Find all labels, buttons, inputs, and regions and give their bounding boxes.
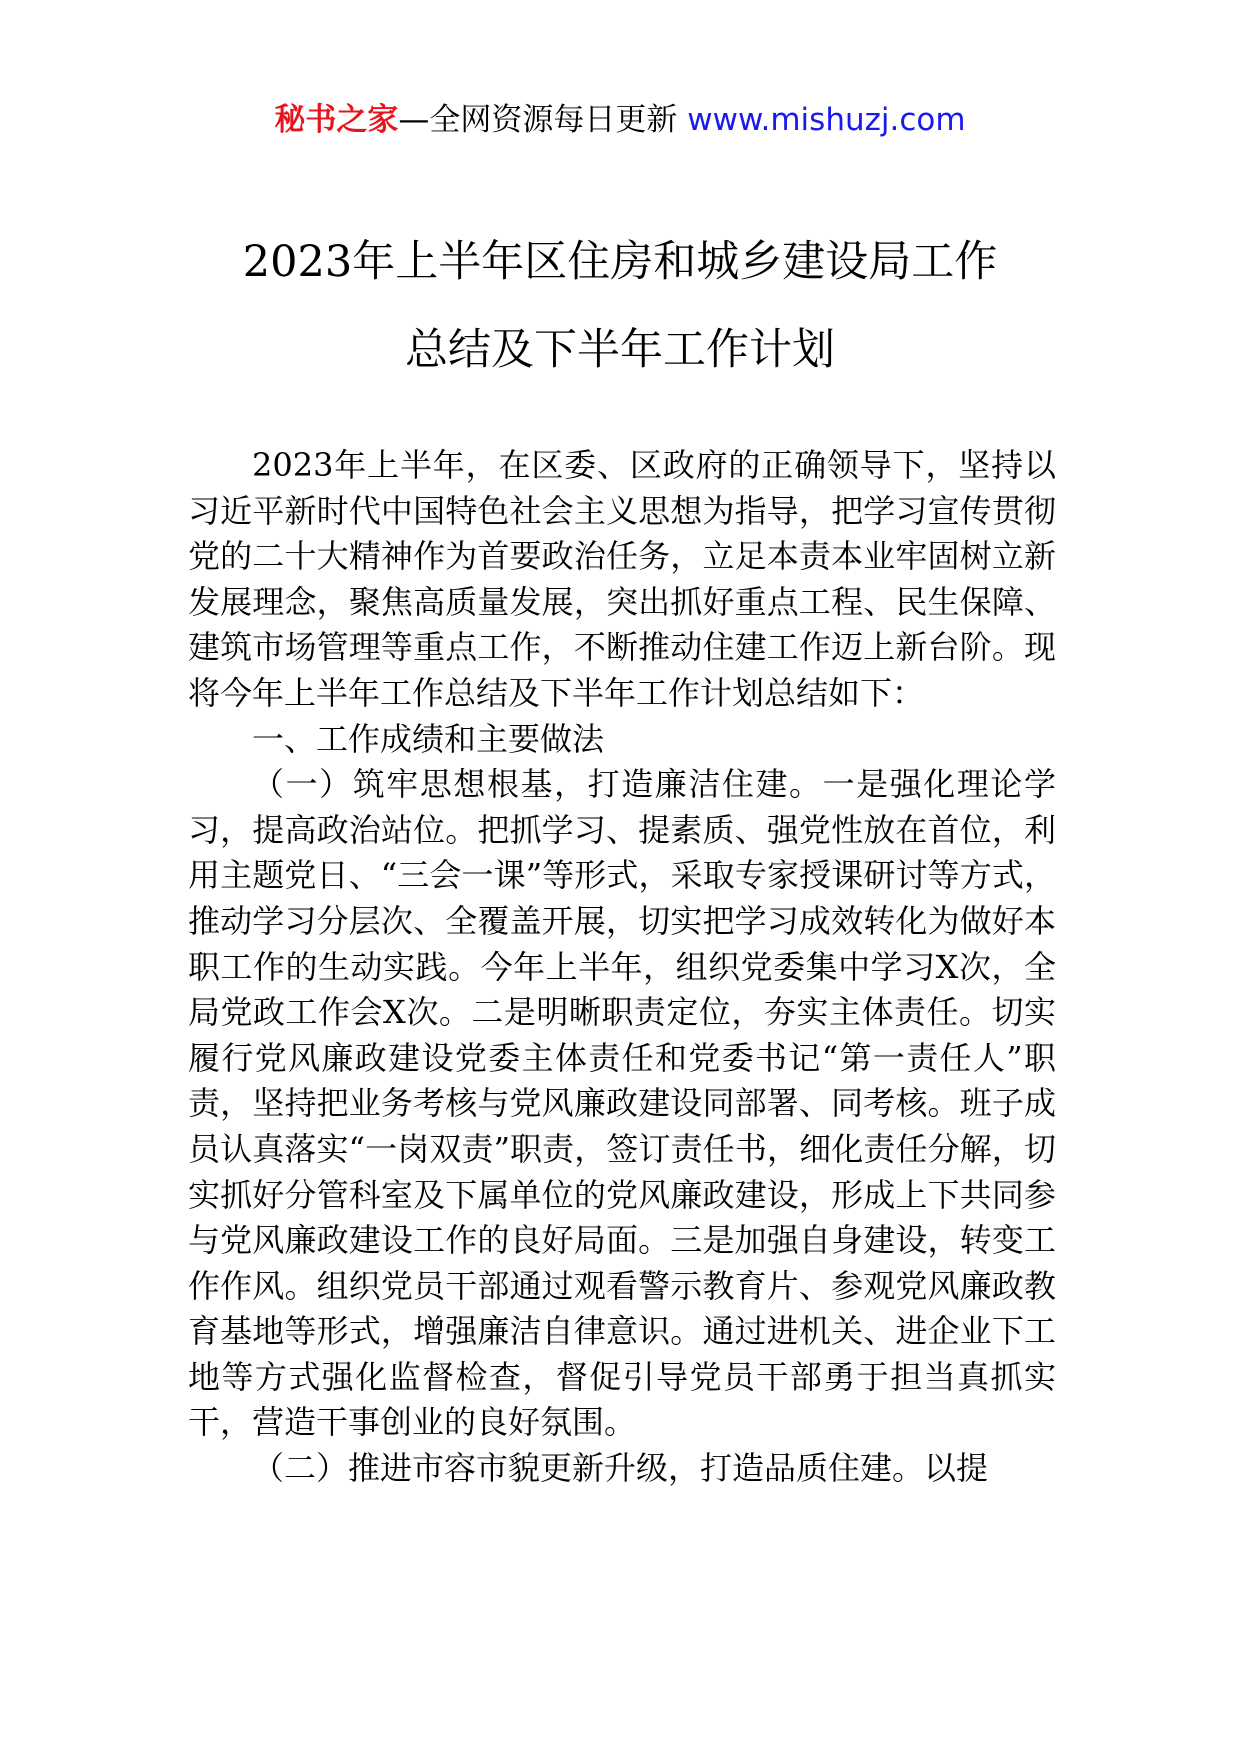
intro-paragraph: 2023年上半年，在区委、区政府的正确领导下，坚持以习近平新时代中国特色社会主义思想为指导，把学习宣传贯彻党的二十大精神作为首要政治任务，立足本责本业牢固树立新发展理念，聚焦高质量发展，突出抓好重点工程、民生保障、建筑市场管理等重点工作，不断推动住建工作迈上新台阶。现将今年上半年工作总结及下半年工作计划总结如下：: [188, 446, 1056, 712]
body-paragraph: （一）筑牢思想根基，打造廉洁住建。一是强化理论学习，提高政治站位。把抓学习、提素质、强党性放在首位，利用主题党日、“三会一课”等形式，采取专家授课研讨等方式，推动学习分层次、全覆盖开展，切实把学习成效转化为做好本职工作的生动实践。今年上半年，组织党委集中学习X次，全局党政工作会X次。二是明晰职责定位，夯实主体责任。切实履行党风廉政建设党委主体责任和党委书记“第一责任人”职责，坚持把业务考核与党风廉政建设同部署、同考核。班子成员认真落实“一岗双责”职责，签订责任书，细化责任分解，切实抓好分管科室及下属单位的党风廉政建设，形成上下共同参与党风廉政建设工作的良好局面。三是加强自身建设，转变工作作风。组织党员干部通过观看警示教育片、参观党风廉政教育基地等形式，增强廉洁自律意识。通过进机关、进企业下工地等方式强化监督检查，督促引导党员干部勇于担当真抓实干，营造干事创业的良好氛围。: [188, 765, 1056, 1442]
page-header: [0, 98, 1240, 142]
document-body: [188, 443, 1056, 1492]
header-tagline: —全网资源每日更新: [398, 102, 678, 138]
section-heading: 一、工作成绩和主要做法: [252, 719, 605, 758]
brand-name: 秘书之家: [274, 102, 399, 138]
document-title-line-2: 总结及下半年工作计划: [405, 325, 835, 375]
website-link[interactable]: www.mishuzj.com: [687, 102, 966, 138]
document-title-line-1: 2023年上半年区住房和城乡建设局工作: [242, 237, 998, 287]
body-paragraph: （二）推进市容市貌更新升级，打造品质住建。以提: [252, 1449, 989, 1488]
